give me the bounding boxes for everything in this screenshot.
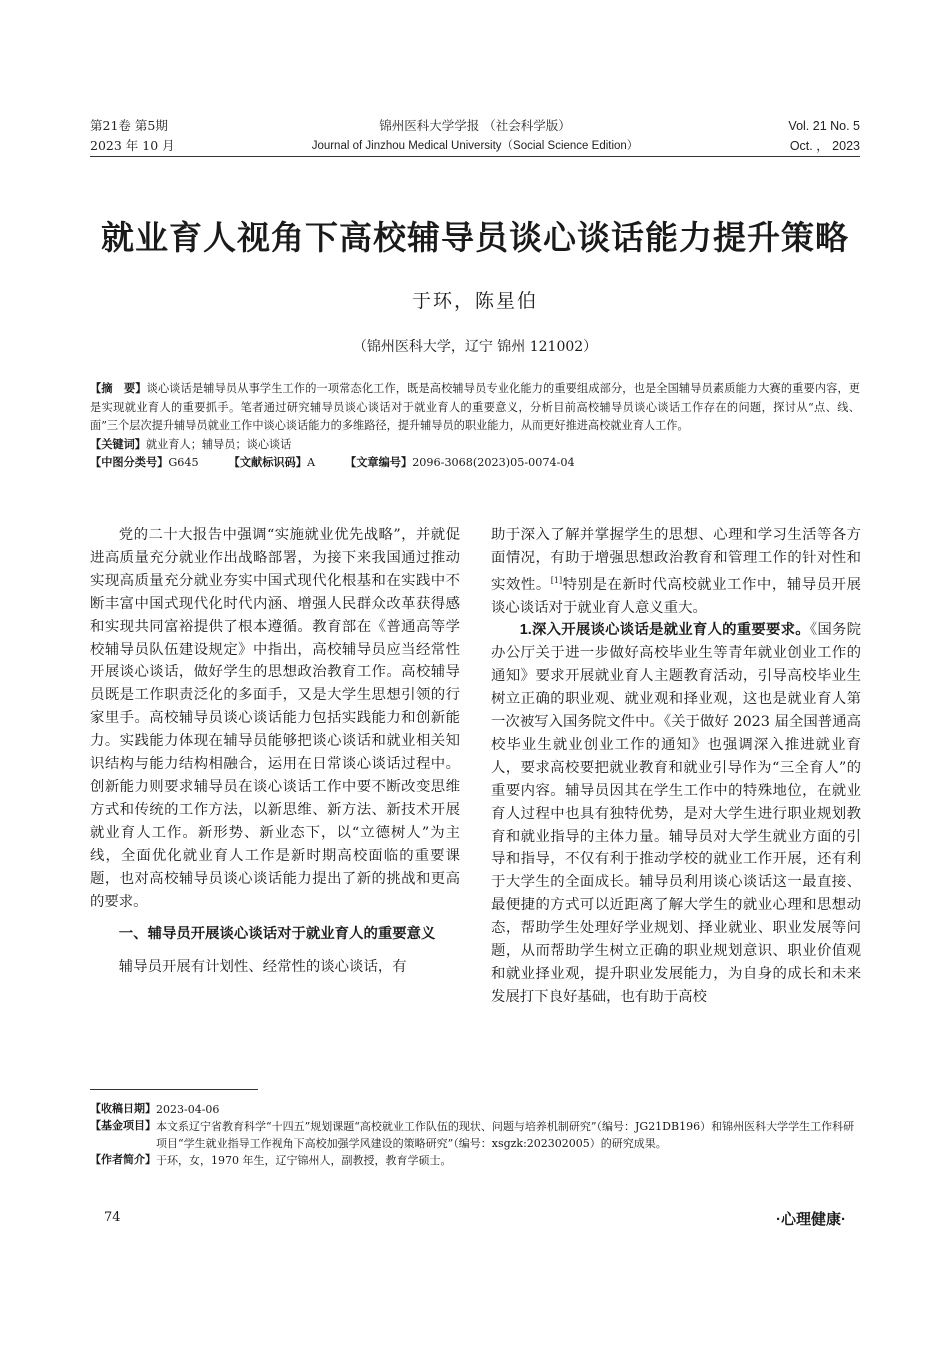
article-number-value: 2096-3068(2023)05-0074-04 (412, 455, 575, 469)
article-affiliation: （锦州医科大学，辽宁 锦州 121002） (352, 339, 598, 355)
author-bio-label: 【作者简介】 (90, 1154, 156, 1166)
body-right-column (491, 524, 861, 1009)
paragraph-continued-b: 特别是在新时代高校就业工作中，辅导员开展谈心谈话对于就业育人意义重大。 (491, 576, 861, 616)
doc-code-value: A (306, 455, 316, 469)
keywords-label: 【关键词】 (90, 438, 146, 451)
header-vol-en: Vol. 21 No. 5 (788, 119, 860, 133)
keywords-text: 就业育人；辅导员；谈心谈话 (145, 437, 292, 451)
article-title: 就业育人视角下高校辅导员谈心谈话能力提升策略 (101, 218, 849, 257)
doc-code-label: 【文献标识码】 (228, 456, 307, 469)
footnotes (90, 1101, 860, 1169)
section-tag: ·心理健康· (776, 1211, 846, 1228)
page-number: 74 (104, 1210, 121, 1225)
header-journal-cn: 锦州医科大学学报 （社会科学版） (379, 118, 571, 133)
section-heading-1: 一、辅导员开展谈心谈话对于就业育人的重要意义 (118, 926, 436, 943)
header-date-cn: 2023 年 10 月 (90, 138, 175, 153)
abstract (90, 380, 860, 436)
classification-line (90, 454, 860, 472)
header-date-en: Oct. ， 2023 (789, 139, 860, 153)
footnote-author (90, 1152, 860, 1169)
clc-label: 【中图分类号】 (90, 456, 169, 469)
keywords (90, 436, 860, 454)
abstract-text: 谈心谈话是辅导员从事学生工作的一项常态化工作，既是高校辅导员专业化能力的重要组成部分，也是全国辅导员素质能力大赛的重要内容，更是实现就业育人的重要抓手。笔者通过研究辅导员谈心谈话对于就业育人的重要意义，分析目前高校辅导员谈心谈话工作存在的问题，探讨从“点、线、面”三个层次提升辅导员就业工作中谈心谈话能力的多维路径，提升辅导员的职业能力，从而更好推进高校就业育人工作。 (90, 382, 860, 432)
article-authors: 于环，陈星伯 (411, 290, 538, 312)
author-bio-text: 于环，女，1970 年生，辽宁锦州人，副教授，教育学硕士。 (156, 1154, 452, 1167)
point-1-text: 《国务院办公厅关于进一步做好高校毕业生等青年就业创业工作的通知》要求开展就业育人主题教育活动，引导高校毕业生树立正确的职业观、就业观和择业观，这也是就业育人第一次被写入国务院文件中。《关于做好 2023 届全国普通高校毕业生就业创业工作的通知》也强调深入推进就业育人，要求高校要把就业教育和就业引导作为“三全育人”的重要内容。辅导员因其在学生工作中的特殊地位，在就业育人过程中也具有独特优势，是对大学生进行职业规划教育和就业指导的主体力量。辅导员对大学生就业方面的引导和指导，不仅有利于推动学校的就业工作开展，还有利于大学生的全面成长。辅导员利用谈心谈话这一最直接、最便捷的方式可以近距离了解大学生的就业心理和思想动态，帮助学生处理好学业规划、择业就业、职业发展等问题，从而帮助学生树立正确的职业规划意识、职业价值观和就业择业观，提升职业发展能力，为自身的成长和未来发展打下良好基础，也有助于高校 (491, 622, 861, 1005)
footnote-received (90, 1101, 860, 1118)
article-number-label: 【文章编号】 (345, 456, 413, 469)
header-journal (300, 116, 650, 156)
header-volume-cn (90, 116, 175, 156)
clc-value: G645 (168, 455, 199, 469)
point-1-heading: 1.深入开展谈心谈话是就业育人的重要要求。 (519, 622, 810, 639)
abstract-label: 【摘 要】 (90, 383, 147, 395)
header-rule (90, 156, 860, 157)
footnote-rule (90, 1089, 258, 1090)
paragraph-continued (491, 524, 861, 619)
received-label: 【收稿日期】 (90, 1103, 156, 1115)
header-volume-en (788, 116, 860, 156)
paragraph-continued-a: 助于深入了解并掌握学生的思想、心理和学习生活等各方面情况，有助于增强思想政治教育和管理工作的针对性和实效性。 (491, 527, 861, 593)
paragraph-section1-start: 辅导员开展有计划性、经常性的谈心谈话，有 (118, 959, 407, 976)
fund-label: 【基金项目】 (90, 1120, 156, 1132)
paragraph-point-1 (491, 619, 861, 1008)
paragraph-intro: 党的二十大报告中强调“实施就业优先战略”，并就促进高质量充分就业作出战略部署，为接下来我国通过推动实现高质量充分就业夯实中国式现代化根基和在实践中不断丰富中国式现代化时代内涵、增强人民群众改革获得感和实现共同富裕提供了根本遵循。教育部在《普通高等学校辅导员队伍建设规定》中指出，高校辅导员应当经常性开展谈心谈话，做好学生的思想政治教育工作。高校辅导员既是工作职责泛化的多面手，又是大学生思想引领的行家里手。高校辅导员谈心谈话能力包括实践能力和创新能力。实践能力体现在辅导员能够把谈心谈话和就业相关知识结构与能力结构相融合，运用在日常谈心谈话过程中。创新能力则要求辅导员在谈心谈话工作中要不断改变思维方式和传统的工作方法，以新思维、新方法、新技术开展就业育人工作。新形势、新业态下，以“立德树人”为主线，全面优化就业育人工作是新时期高校面临的重要课题，也对高校辅导员谈心谈话能力提出了新的挑战和更高的要求。 (90, 527, 460, 910)
abstract-block (90, 380, 860, 472)
received-date: 2023-04-06 (156, 1103, 220, 1116)
header-vol-cn: 第21卷 第5期 (90, 118, 168, 133)
fund-text: 本文系辽宁省教育科学“十四五”规划课题“高校就业工作队伍的现状、问题与培养机制研究”（编号：JG21DB196）和锦州医科大学学生工作科研项目“学生就业指导工作视角下高校加强学风建设的策略研究”（编号：xsgzk:202302005）的研究成果。 (156, 1120, 855, 1150)
body-left-column (90, 524, 460, 979)
header-journal-en: Journal of Jinzhou Medical University（Social Science Edition） (311, 140, 639, 152)
reference-marker: [1] (550, 575, 563, 585)
footnote-fund (90, 1118, 860, 1152)
